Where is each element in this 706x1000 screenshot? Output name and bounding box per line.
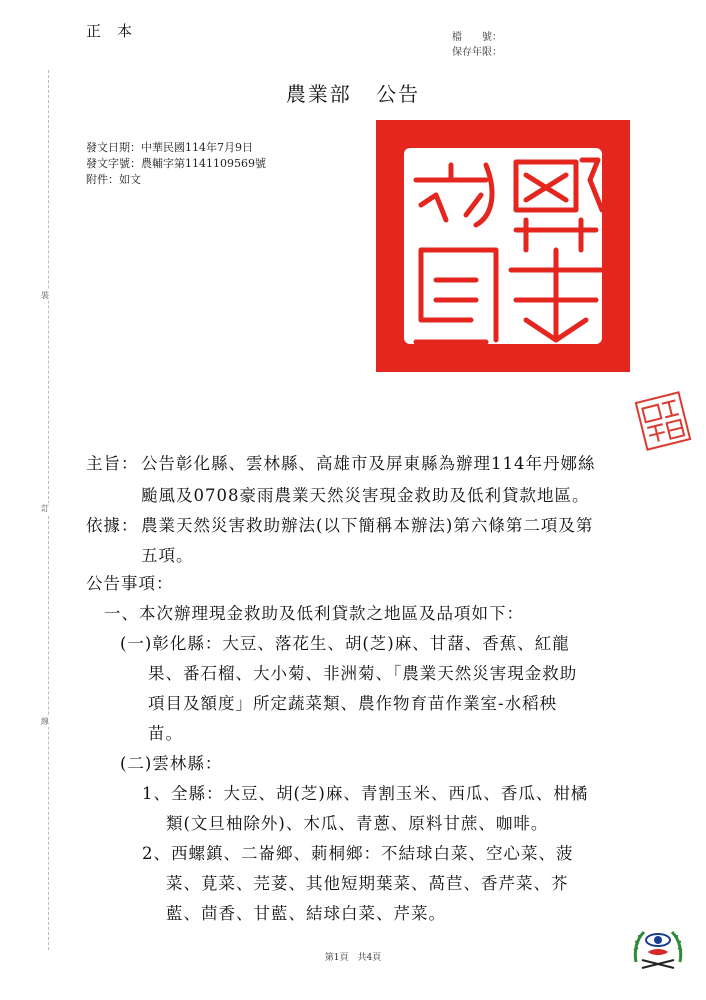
doc-info: [86, 140, 266, 188]
page-title: [0, 78, 706, 107]
yunlin-heading: (二)雲林縣：: [120, 754, 223, 773]
margin-mark-staple: 訂: [41, 504, 49, 513]
changhua-line-3: 項目及額度」所定蔬菜類、農作物育苗作業室-水稻秧: [148, 694, 558, 713]
page-number: 第1頁 共4頁: [324, 953, 382, 963]
basis-line-2: 五項。: [141, 546, 194, 565]
eye-emblem-icon: [628, 922, 688, 982]
basis-label: 依據：: [86, 516, 139, 535]
margin-mark-bind: 裝: [41, 291, 49, 300]
subject-line-1: 公告彰化縣、雲林縣、高雄市及屏東縣為辦理114年丹娜絲: [141, 454, 596, 473]
attachment: 附件：如文: [86, 173, 141, 186]
issue-number: 發文字號：農輔字第1141109569號: [86, 157, 266, 170]
seal-glyphs-icon: [376, 120, 630, 372]
issue-date: 發文日期：中華民國114年7月9日: [86, 141, 253, 154]
yunlin-sub1-line-2: 類(文旦柚除外)、木瓜、青蔥、原料甘蔗、咖啡。: [166, 814, 549, 833]
changhua-line-4: 苗。: [148, 724, 183, 743]
file-number-label: 檔 號：: [452, 32, 502, 43]
yunlin-sub2-line-2: 菜、莧菜、芫荽、其他短期葉菜、萵苣、香芹菜、芥: [166, 874, 569, 893]
item-one: 一、本次辦理現金救助及低利貸款之地區及品項如下：: [104, 604, 524, 623]
items-heading: 公告事項：: [86, 574, 174, 593]
file-meta: [452, 30, 502, 60]
small-seal-glyphs-icon: [637, 394, 689, 449]
official-seal: [376, 120, 630, 372]
copy-label: 正本: [86, 22, 149, 40]
agency-name: 農業部: [285, 82, 352, 106]
yunlin-sub2-line-3: 藍、茴香、甘藍、結球白菜、芹菜。: [166, 904, 446, 923]
subject-label: 主旨：: [86, 454, 139, 473]
retention-label: 保存年限：: [452, 47, 502, 58]
margin-mark-line: 線: [41, 717, 49, 726]
basis-line-1: 農業天然災害救助辦法(以下簡稱本辦法)第六條第二項及第: [141, 516, 594, 535]
yunlin-sub1-line-1: 1、全縣：大豆、胡(芝)麻、青割玉米、西瓜、香瓜、柑橘: [142, 784, 589, 803]
doc-type: 公告: [376, 82, 421, 106]
changhua-line-1: (一)彰化縣：大豆、落花生、胡(芝)麻、甘藷、香蕉、紅龍: [120, 634, 570, 653]
yunlin-sub2-line-1: 2、西螺鎮、二崙鄉、莿桐鄉：不結球白菜、空心菜、菠: [142, 844, 574, 863]
subject-line-2: 颱風及0708豪雨農業天然災害現金救助及低利貸款地區。: [141, 486, 590, 505]
small-seal: [635, 391, 692, 451]
changhua-line-2: 果、番石榴、大小菊、非洲菊、「農業天然災害現金救助: [148, 664, 578, 683]
